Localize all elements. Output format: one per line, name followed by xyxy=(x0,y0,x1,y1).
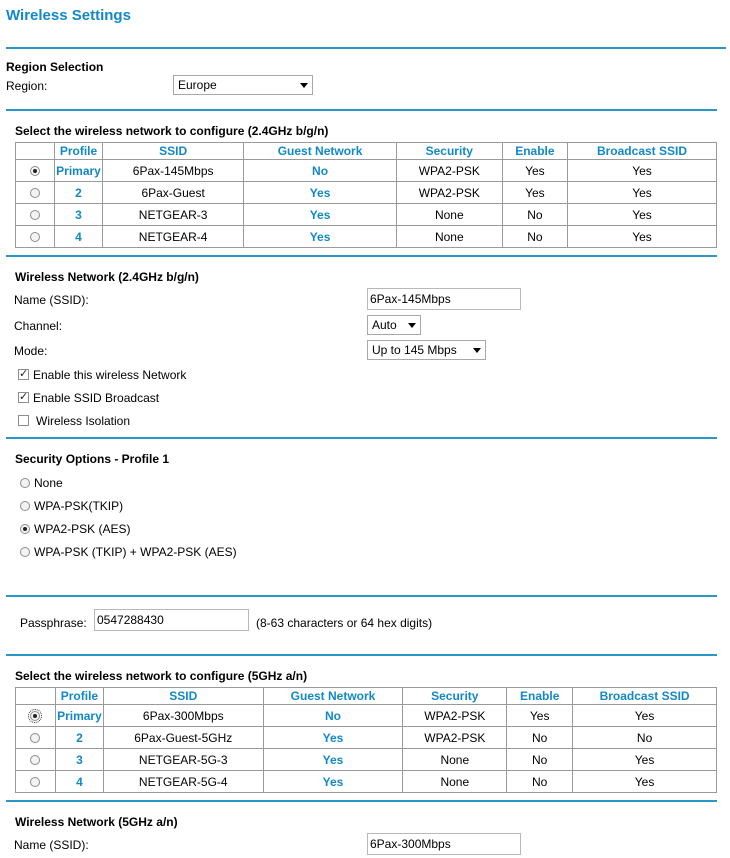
guest-cell[interactable]: No xyxy=(263,705,403,727)
broadcast-cell: Yes xyxy=(567,226,716,248)
divider xyxy=(6,800,717,802)
region-select[interactable] xyxy=(173,75,313,95)
profile-radio[interactable] xyxy=(30,755,40,765)
table-row xyxy=(16,182,717,204)
security-wpa-option[interactable] xyxy=(20,499,123,513)
enable-network-option[interactable] xyxy=(18,368,186,382)
enable-cell: No xyxy=(507,727,573,749)
ssid-cell: 6Pax-300Mbps xyxy=(103,705,263,727)
header-security: Security xyxy=(403,688,507,705)
header-select xyxy=(16,143,55,160)
table-row xyxy=(16,727,717,749)
profile-cell[interactable]: 2 xyxy=(55,182,103,204)
broadcast-cell: Yes xyxy=(567,160,716,182)
broadcast-cell: Yes xyxy=(567,204,716,226)
profile-cell[interactable]: 2 xyxy=(55,727,103,749)
guest-cell[interactable]: Yes xyxy=(244,182,396,204)
profile-radio[interactable] xyxy=(30,210,40,220)
table-row xyxy=(16,160,717,182)
security-mixed-option[interactable] xyxy=(20,545,237,559)
guest-cell[interactable]: No xyxy=(244,160,396,182)
security-wpa2-radio[interactable] xyxy=(20,524,30,534)
profile-cell[interactable]: Primary xyxy=(55,705,103,727)
security-mixed-radio[interactable] xyxy=(20,547,30,557)
security-cell: None xyxy=(403,749,507,771)
header-ssid: SSID xyxy=(102,143,243,160)
divider xyxy=(6,437,717,439)
profile-radio[interactable] xyxy=(30,166,40,176)
header-guest: Guest Network xyxy=(244,143,396,160)
security-cell: WPA2-PSK xyxy=(403,705,507,727)
security-none-radio[interactable] xyxy=(20,478,30,488)
network-table-24 xyxy=(15,142,717,248)
mode-select-value: Up to 145 Mbps xyxy=(372,343,457,357)
isolation-checkbox[interactable] xyxy=(18,415,29,426)
region-section-label: Region Selection xyxy=(6,60,104,74)
ssid5-name-input[interactable]: 6Pax-300Mbps xyxy=(367,833,521,855)
security-cell: None xyxy=(403,771,507,793)
profile-cell[interactable]: Primary xyxy=(55,160,103,182)
profile-cell[interactable]: 3 xyxy=(55,749,103,771)
enable-cell: No xyxy=(502,204,567,226)
security-wpa2-label: WPA2-PSK (AES) xyxy=(34,522,131,536)
enable-broadcast-checkbox[interactable] xyxy=(18,392,29,403)
divider xyxy=(6,109,717,111)
security-none-label: None xyxy=(34,476,63,490)
table-row xyxy=(16,771,717,793)
header-guest: Guest Network xyxy=(263,688,403,705)
broadcast-cell: Yes xyxy=(573,705,717,727)
header-profile: Profile xyxy=(55,143,103,160)
security-wpa-radio[interactable] xyxy=(20,501,30,511)
security-wpa-label: WPA-PSK(TKIP) xyxy=(34,499,124,513)
header-enable: Enable xyxy=(502,143,567,160)
broadcast-cell: No xyxy=(573,727,717,749)
header-broadcast: Broadcast SSID xyxy=(567,143,716,160)
table24-label: Select the wireless network to configure (2.4GHz b/g/n) xyxy=(15,124,329,138)
ssid-name-input[interactable]: 6Pax-145Mbps xyxy=(367,288,521,310)
divider xyxy=(6,255,717,257)
profile-radio[interactable] xyxy=(30,711,40,721)
divider xyxy=(6,654,717,656)
enable-network-checkbox[interactable] xyxy=(18,369,29,380)
ssid-cell: NETGEAR-5G-3 xyxy=(103,749,263,771)
security-mixed-label: WPA-PSK (TKIP) + WPA2-PSK (AES) xyxy=(34,545,237,559)
channel-select[interactable] xyxy=(367,315,421,335)
table-row xyxy=(16,705,717,727)
ssid-cell: 6Pax-145Mbps xyxy=(102,160,243,182)
profile-radio[interactable] xyxy=(30,733,40,743)
security-cell: None xyxy=(396,204,502,226)
divider xyxy=(6,595,717,597)
mode-select[interactable] xyxy=(367,340,486,360)
header-enable: Enable xyxy=(507,688,573,705)
mode-label: Mode: xyxy=(14,344,48,358)
header-security: Security xyxy=(396,143,502,160)
security-cell: WPA2-PSK xyxy=(396,160,502,182)
profile-radio[interactable] xyxy=(30,188,40,198)
ssid-cell: NETGEAR-5G-4 xyxy=(103,771,263,793)
enable-broadcast-label: Enable SSID Broadcast xyxy=(33,391,160,405)
broadcast-cell: Yes xyxy=(573,771,717,793)
header-profile: Profile xyxy=(55,688,103,705)
security-label: Security Options - Profile 1 xyxy=(15,452,170,466)
network-table-5 xyxy=(15,687,717,793)
table-row xyxy=(16,226,717,248)
enable-cell: Yes xyxy=(502,160,567,182)
table-row xyxy=(16,749,717,771)
broadcast-cell: Yes xyxy=(567,182,716,204)
passphrase-input[interactable]: 0547288430 xyxy=(94,609,249,631)
passphrase-hint: (8-63 characters or 64 hex digits) xyxy=(256,616,433,630)
isolation-option[interactable] xyxy=(18,414,130,428)
table5-label: Select the wireless network to configure (5GHz a/n) xyxy=(15,669,308,683)
ssid-cell: NETGEAR-3 xyxy=(102,204,243,226)
guest-cell[interactable]: Yes xyxy=(244,226,396,248)
divider xyxy=(6,47,726,49)
chevron-down-icon xyxy=(300,83,308,88)
channel-select-value: Auto xyxy=(372,318,397,332)
security-wpa2-option[interactable] xyxy=(20,522,130,536)
ssid-cell: NETGEAR-4 xyxy=(102,226,243,248)
wn24-label: Wireless Network (2.4GHz b/g/n) xyxy=(15,270,199,284)
profile-radio[interactable] xyxy=(30,232,40,242)
chevron-down-icon xyxy=(408,323,416,328)
enable-cell: No xyxy=(502,226,567,248)
profile-radio[interactable] xyxy=(30,777,40,787)
security-cell: WPA2-PSK xyxy=(396,182,502,204)
enable-cell: Yes xyxy=(502,182,567,204)
ssid5-name-label: Name (SSID): xyxy=(14,838,89,852)
header-broadcast: Broadcast SSID xyxy=(573,688,717,705)
enable-cell: No xyxy=(507,771,573,793)
ssid-cell: 6Pax-Guest-5GHz xyxy=(103,727,263,749)
profile-cell[interactable]: 3 xyxy=(55,204,103,226)
ssid-name-label: Name (SSID): xyxy=(14,293,89,307)
enable-network-label: Enable this wireless Network xyxy=(33,368,187,382)
security-cell: None xyxy=(396,226,502,248)
profile-cell[interactable]: 4 xyxy=(55,771,103,793)
isolation-label: Wireless Isolation xyxy=(36,414,131,428)
header-select xyxy=(16,688,56,705)
region-select-value: Europe xyxy=(178,78,217,92)
security-cell: WPA2-PSK xyxy=(403,727,507,749)
passphrase-label: Passphrase: xyxy=(20,616,87,630)
region-label: Region: xyxy=(6,79,48,93)
security-none-option[interactable] xyxy=(20,476,63,490)
table-row xyxy=(16,204,717,226)
profile-cell[interactable]: 4 xyxy=(55,226,103,248)
guest-cell[interactable]: Yes xyxy=(263,771,403,793)
page-title: Wireless Settings xyxy=(6,7,131,24)
enable-cell: No xyxy=(507,749,573,771)
guest-cell[interactable]: Yes xyxy=(244,204,396,226)
enable-cell: Yes xyxy=(507,705,573,727)
chevron-down-icon xyxy=(473,348,481,353)
enable-broadcast-option[interactable] xyxy=(18,391,159,405)
broadcast-cell: Yes xyxy=(573,749,717,771)
wn5-label: Wireless Network (5GHz a/n) xyxy=(15,815,178,829)
header-ssid: SSID xyxy=(103,688,263,705)
guest-cell[interactable]: Yes xyxy=(263,749,403,771)
guest-cell[interactable]: Yes xyxy=(263,727,403,749)
ssid-cell: 6Pax-Guest xyxy=(102,182,243,204)
channel-label: Channel: xyxy=(14,319,63,333)
